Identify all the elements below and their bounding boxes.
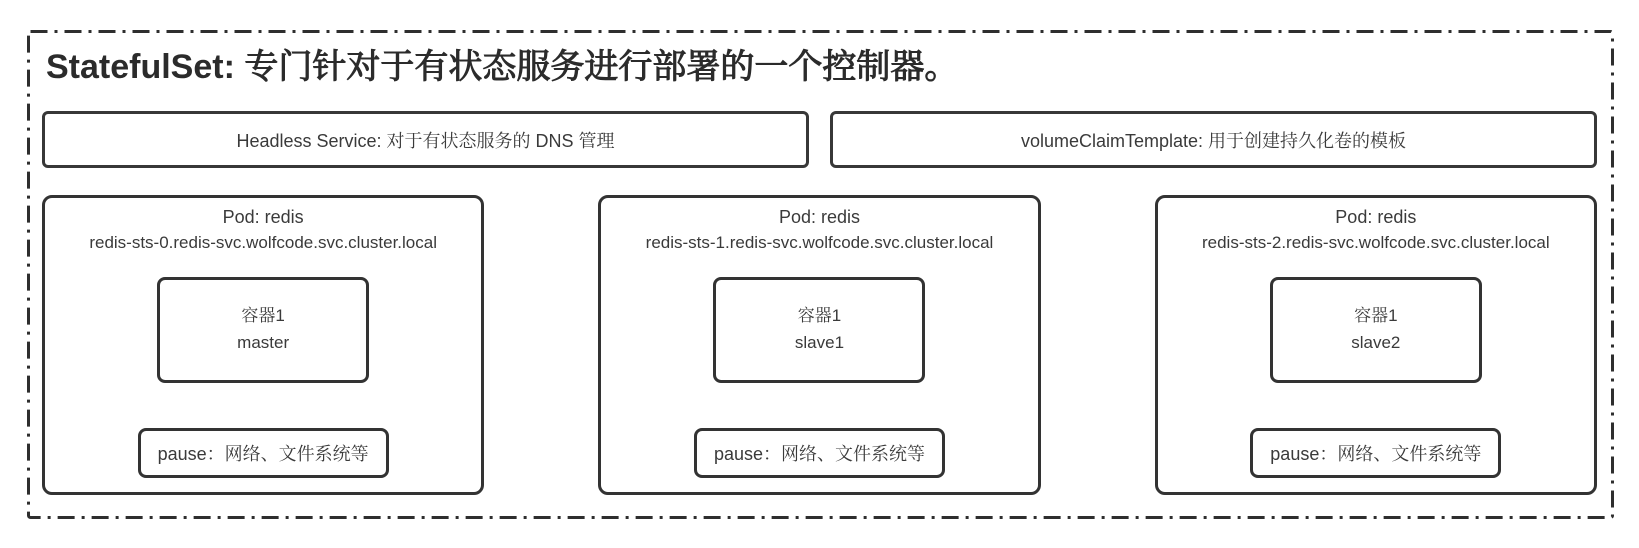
headless-service-box: [42, 111, 809, 168]
pod-box-redis-sts-2: [1155, 195, 1597, 495]
diagram-content: [42, 48, 1597, 495]
container-label: 容器1: [1354, 306, 1398, 326]
pod-box-redis-sts-0: [42, 195, 484, 495]
top-row: [42, 111, 1597, 168]
pods-row: [42, 195, 1597, 495]
pod-box-redis-sts-1: [598, 195, 1040, 495]
pause-label: pause：网络、文件系统等: [157, 443, 369, 464]
pod-name: Pod: redis: [1335, 207, 1417, 228]
pod-name: Pod: redis: [222, 207, 304, 228]
container-role: slave2: [1351, 332, 1401, 352]
volume-claim-template-box: [830, 111, 1597, 168]
pause-box: [1250, 428, 1501, 478]
pod-dns: redis-sts-1.redis-svc.wolfcode.svc.cluster.local: [645, 233, 994, 253]
container-box-master: [157, 277, 369, 383]
container-label: 容器1: [797, 306, 842, 326]
pod-dns: redis-sts-2.redis-svc.wolfcode.svc.cluster.local: [1201, 233, 1550, 253]
page-title: StatefulSet: 专门针对于有状态服务进行部署的一个控制器。: [46, 48, 959, 86]
pause-box: [138, 428, 389, 478]
headless-service-label: Headless Service: 对于有状态服务的 DNS 管理: [236, 130, 615, 151]
container-role: master: [237, 332, 290, 352]
container-role: slave1: [794, 332, 845, 352]
container-label: 容器1: [241, 306, 285, 326]
pause-label: pause：网络、文件系统等: [713, 443, 926, 464]
pause-label: pause：网络、文件系统等: [1270, 443, 1482, 464]
volume-claim-template-label: volumeClaimTemplate: 用于创建持久化卷的模板: [1020, 130, 1407, 151]
container-box-slave1: [713, 277, 925, 383]
pod-name: Pod: redis: [778, 207, 861, 228]
pause-box: [694, 428, 945, 478]
container-box-slave2: [1270, 277, 1482, 383]
pod-dns: redis-sts-0.redis-svc.wolfcode.svc.cluster.local: [89, 233, 437, 253]
